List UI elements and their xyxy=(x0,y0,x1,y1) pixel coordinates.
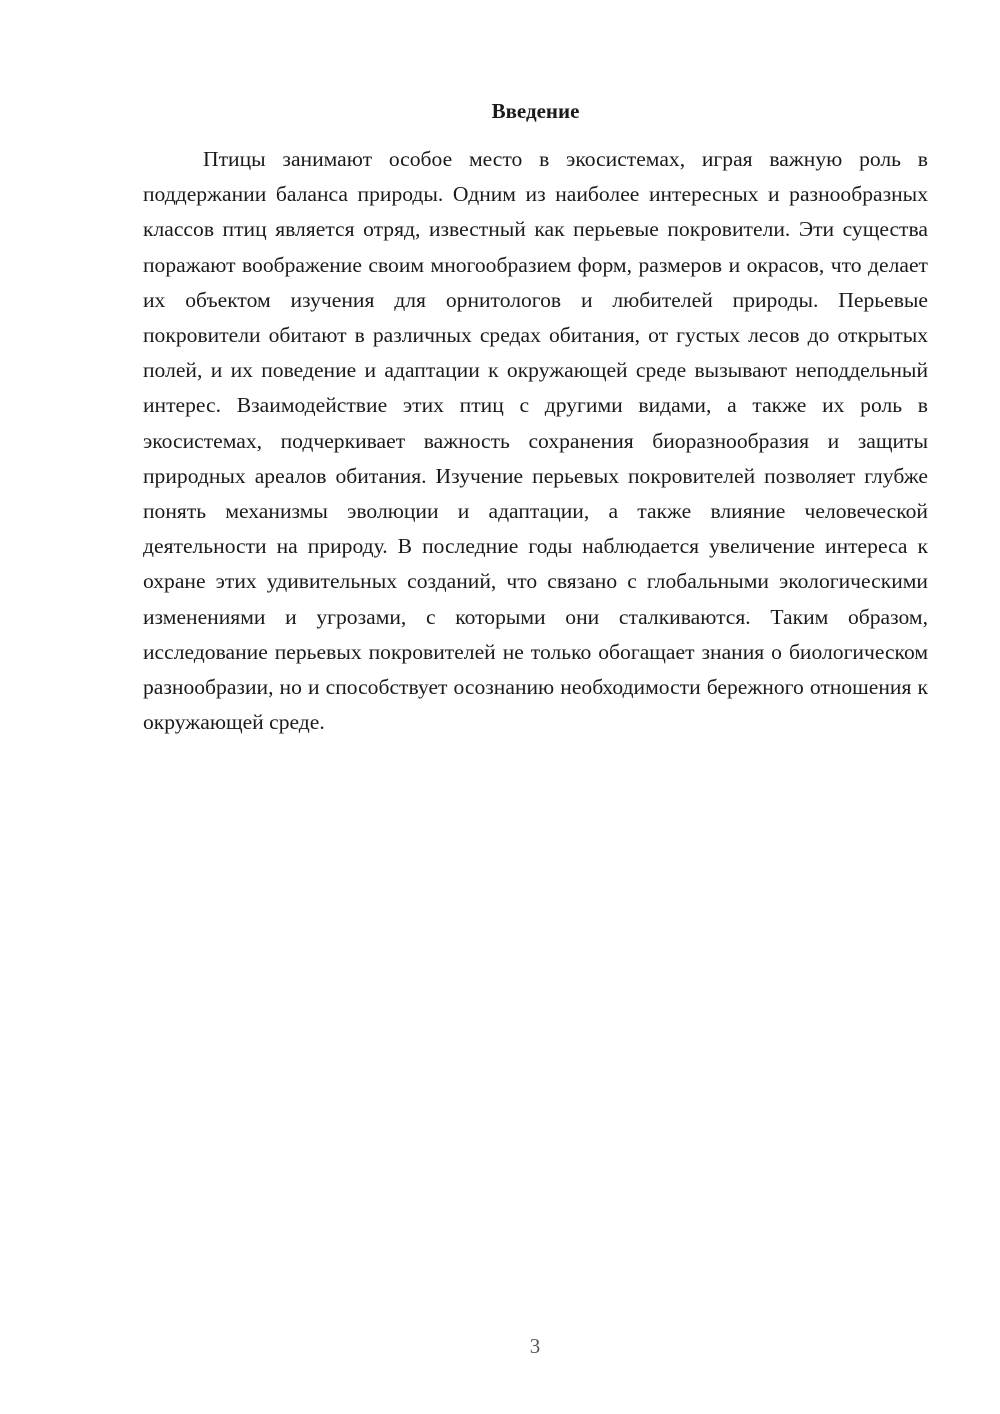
page-number: 3 xyxy=(529,1334,541,1358)
section-heading: Введение xyxy=(491,99,580,123)
body-paragraph: Птицы занимают особое место в экосистемах, играя важную роль в поддержании баланса природы. Одним из наиболее интересных и разнообразных классов птиц является отряд, известный как перьевые покровители. Эти существа поражают воображение своим многообразием форм, размеров и окрасов, что делает их объектом изучения для орнитологов и любителей природы. Перьевые покровители обитают в различных средах обитания, от густых лесов до открытых полей, и их поведение и адаптации к окружающей среде вызывают неподдельный интерес. Взаимодействие этих птиц с другими видами, а также их роль в экосистемах, подчеркивает важность сохранения биоразнообразия и защиты природных ареалов обитания. Изучение перьевых покровителей позволяет глубже понять механизмы эволюции и адаптации, а также влияние человеческой деятельности на природу. В последние годы наблюдается увеличение интереса к охране этих удивительных созданий, что связано с глобальными экологическими изменениями и угрозами, с которыми они сталкиваются. Таким образом, исследование перьевых покровителей не только обогащает знания о биологическом разнообразии, но и способствует осознанию необходимости бережного отношения к окружающей среде. xyxy=(143,147,928,735)
